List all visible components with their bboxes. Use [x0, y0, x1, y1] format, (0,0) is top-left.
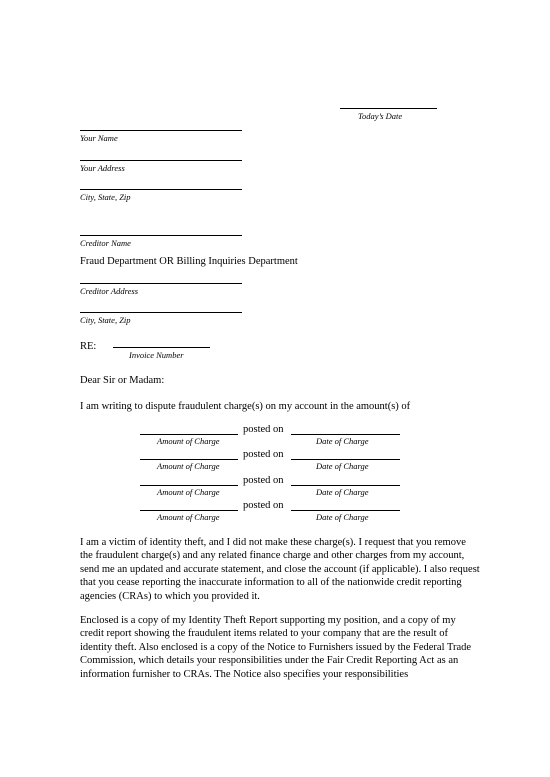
sender-city-label: City, State, Zip [80, 192, 131, 202]
amount-label: Amount of Charge [157, 461, 220, 471]
posted-on-text: posted on [243, 500, 284, 511]
date-label: Date of Charge [316, 512, 369, 522]
amount-line[interactable] [140, 485, 238, 486]
department-line: Fraud Department OR Billing Inquiries Department [80, 256, 298, 267]
date-label: Date of Charge [316, 461, 369, 471]
charge-row [140, 423, 402, 451]
creditor-city-line[interactable] [80, 312, 242, 313]
date-line[interactable] [291, 434, 400, 435]
creditor-city-label: City, State, Zip [80, 315, 131, 325]
invoice-number-line[interactable] [113, 347, 210, 348]
date-line[interactable] [291, 459, 400, 460]
creditor-address-line[interactable] [80, 283, 242, 284]
paragraph-identity-theft: I am a victim of identity theft, and I did not make these charge(s). I request that you remove the fraudulent charge(s) and any related finance charge and other charges from my account, send me an updated and accurate statement, and close the account (if applicable). I also request that you cease reporting the inaccurate information to all of the nationwide credit reporting agencies (CRAs) to which you provided it. [80, 537, 480, 602]
amount-label: Amount of Charge [157, 512, 220, 522]
amount-label: Amount of Charge [157, 487, 220, 497]
amount-line[interactable] [140, 434, 238, 435]
re-label: RE: [80, 341, 97, 352]
posted-on-text: posted on [243, 449, 284, 460]
your-address-line[interactable] [80, 160, 242, 161]
amount-label: Amount of Charge [157, 436, 220, 446]
creditor-name-line[interactable] [80, 235, 242, 236]
creditor-name-label: Creditor Name [80, 238, 131, 248]
charge-row [140, 499, 402, 527]
your-name-line[interactable] [80, 130, 242, 131]
date-label: Date of Charge [316, 436, 369, 446]
salutation: Dear Sir or Madam: [80, 375, 165, 386]
your-name-label: Your Name [80, 133, 118, 143]
sender-city-line[interactable] [80, 189, 242, 190]
invoice-number-label: Invoice Number [129, 350, 184, 360]
intro-text: I am writing to dispute fraudulent charge(s) on my account in the amount(s) of [80, 401, 411, 412]
todays-date-line[interactable] [340, 108, 437, 109]
amount-line[interactable] [140, 459, 238, 460]
amount-line[interactable] [140, 510, 238, 511]
creditor-address-label: Creditor Address [80, 286, 139, 296]
your-address-label: Your Address [80, 163, 125, 173]
todays-date-label: Today’s Date [358, 111, 403, 121]
posted-on-text: posted on [243, 424, 284, 435]
charge-row [140, 474, 402, 502]
date-line[interactable] [291, 485, 400, 486]
paragraph-enclosures: Enclosed is a copy of my Identity Theft Report supporting my position, and a copy of my credit report showing the fraudulent items related to your company that are the result of identity theft. Also enclosed is a copy of the Notice to Furnishers issued by the Federal Trade Commission, which details your responsibilities under the Fair Credit Reporting Act as an information furnisher to CRAs. The Notice also specifies your responsibilities [80, 615, 472, 680]
date-line[interactable] [291, 510, 400, 511]
posted-on-text: posted on [243, 475, 284, 486]
date-label: Date of Charge [316, 487, 369, 497]
charge-row [140, 448, 402, 476]
